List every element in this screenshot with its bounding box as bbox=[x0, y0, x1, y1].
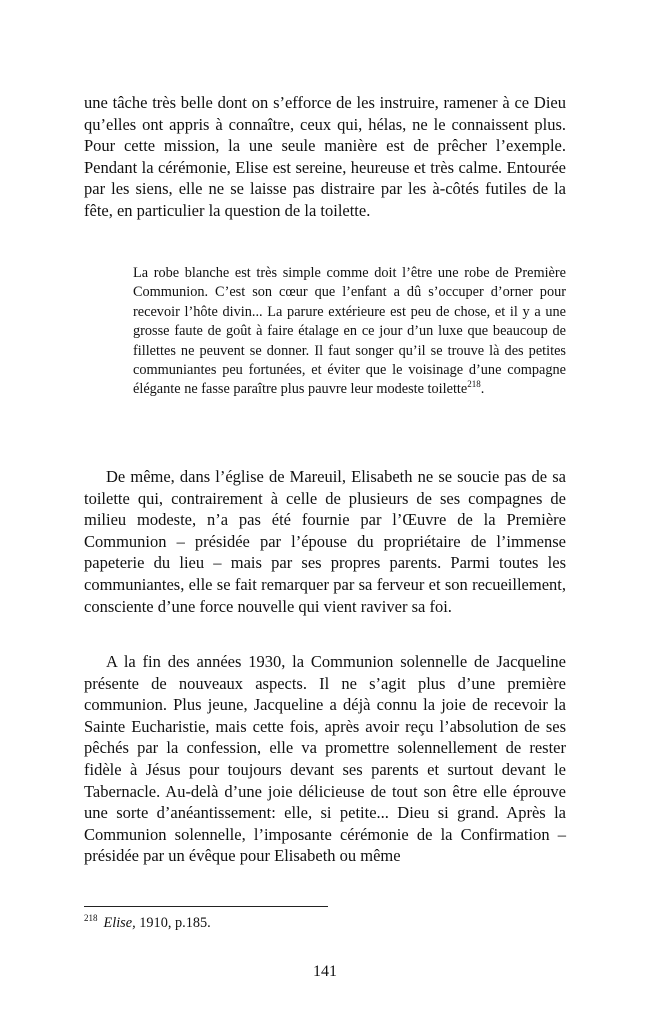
footnote bbox=[84, 914, 211, 933]
block-quote-text: La robe blanche est très simple comme doit l’être une robe de Première Communion. C’est son cœur que l’enfant a dû s’occuper d’orner pour recevoir l’hôte divin... La parure extérieure est peu de chose, et il y a une grosse faute de goût à faire étalage en ce jour d’un luxe que beaucoup de fillettes ne peuvent se donner. Il faut songer qu’il se trouve là des petites communiantes peu fortunées, et éviter que le voisinage d’une compagne élégante ne fasse paraître plus pauvre leur modeste toilette bbox=[133, 265, 566, 398]
footnote-title: Elise, bbox=[103, 915, 136, 931]
paragraph-3: A la fin des années 1930, la Communion solennelle de Jacqueline présente de nouveaux aspects. Il ne s’agit plus d’une première communion. Plus jeune, Jacqueline a déjà connu la joie de recevoir la Sainte Eucharistie, mais cette fois, après avoir reçu l’absolution de ses pêchés par la confession, elle va promettre solennellement de rester fidèle à Jésus pour toujours devant ses parents et surtout devant le Tabernacle. Au-delà d’une joie délicieuse de tout son être elle éprouve une sorte d’anéantissement: elle, si petite... Dieu si grand. Après la Communion solennelle, l’imposante cérémonie de la Confirmation – présidée par un évêque pour Elisabeth ou même bbox=[84, 652, 566, 866]
footnote-number: 218 bbox=[84, 913, 98, 924]
footnote-divider bbox=[84, 906, 328, 907]
page-number: 141 bbox=[313, 963, 337, 980]
paragraph-2: De même, dans l’église de Mareuil, Elisabeth ne se soucie pas de sa toilette qui, contrairement à celle de plusieurs de ses compagnes de milieu modeste, n’a pas été fournie par l’Œuvre de la Première Communion – présidée par l’épouse du propriétaire de l’immense papeterie du lieu – mais par ses propres parents. Parmi toutes les communiantes, elle se fait remarquer par sa ferveur et son recueillement, consciente d’une force nouvelle qui vient raviver sa foi. bbox=[84, 467, 566, 616]
paragraph-1: une tâche très belle dont on s’efforce de les instruire, ramener à ce Dieu qu’elles ont appris à connaître, ceux qui, hélas, ne le connaissent plus. Pour cette mission, la une seule manière est de prêcher l’exemple. Pendant la cérémonie, Elise est sereine, heureuse et très calme. Entourée par les siens, elle ne se laisse pas distraire par les à-côtés futiles de la fête, en particulier la question de la toilette. bbox=[84, 93, 566, 220]
block-quote bbox=[133, 264, 566, 400]
block-quote-end: . bbox=[480, 381, 485, 398]
footnote-ref: 218 bbox=[467, 379, 481, 390]
footnote-text: 1910, p.185. bbox=[135, 915, 211, 931]
